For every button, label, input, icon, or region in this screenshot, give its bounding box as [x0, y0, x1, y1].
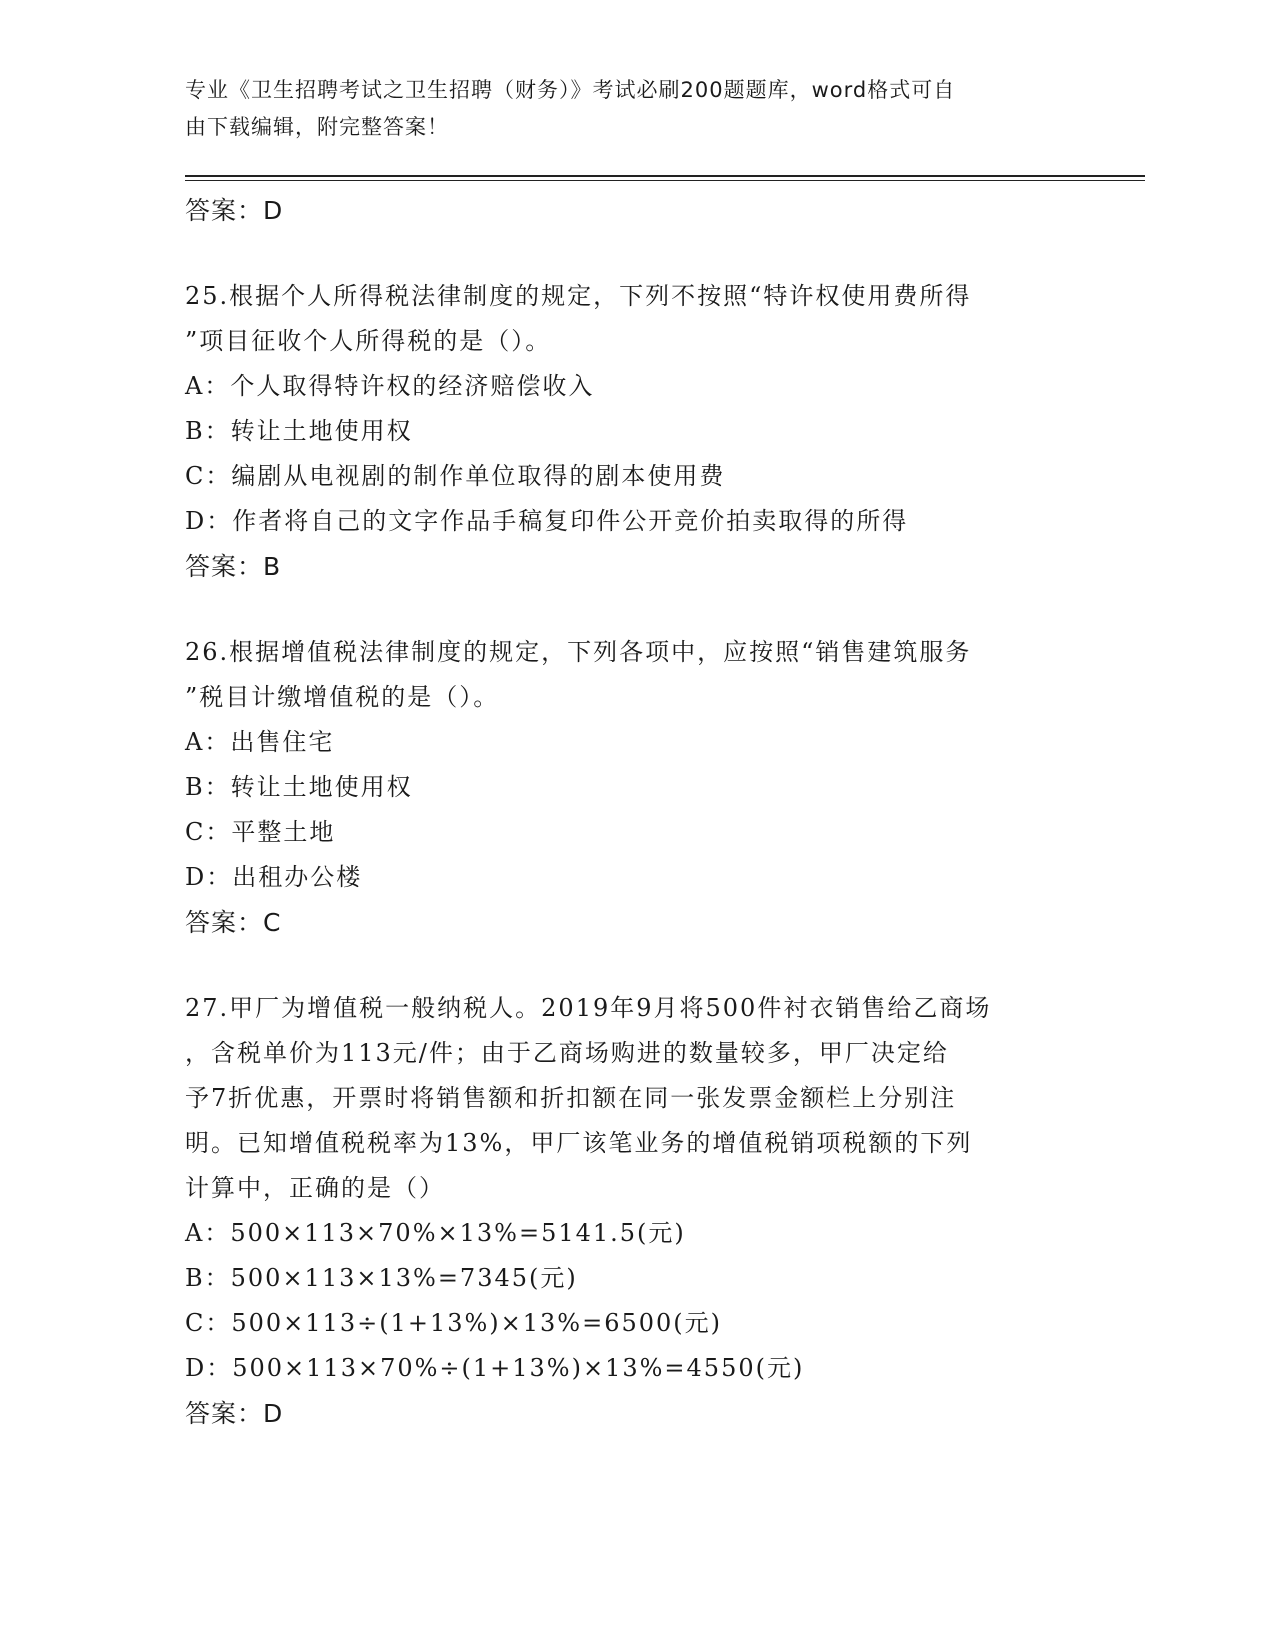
header-line-1: 专业《卫生招聘考试之卫生招聘（财务）》考试必刷200题题库，word格式可自 — [185, 78, 956, 102]
stem-line: ”项目征收个人所得税的是（）。 — [185, 327, 552, 355]
option-c: C：平整土地 — [185, 818, 336, 846]
question-27 — [185, 986, 1085, 1437]
previous-answer: 答案：D — [185, 196, 284, 225]
answer: 答案：D — [185, 1399, 284, 1428]
option-b: B：转让土地使用权 — [185, 417, 413, 445]
option-a: A：个人取得特许权的经济赔偿收入 — [185, 372, 595, 400]
stem-line: 明。已知增值税税率为13%，甲厂该笔业务的增值税销项税额的下列 — [185, 1129, 973, 1157]
document-header — [185, 72, 1085, 146]
question-stem — [185, 986, 1085, 1211]
question-stem — [185, 274, 1085, 364]
option-b: B：500×113×13%=7345(元) — [185, 1264, 578, 1292]
stem-line: 27.甲厂为增值税一般纳税人。2019年9月将500件衬衣销售给乙商场 — [185, 994, 992, 1022]
question-25 — [185, 274, 1085, 590]
stem-line: 25.根据个人所得税法律制度的规定，下列不按照“特许权使用费所得 — [185, 282, 972, 310]
header-divider-thick — [185, 175, 1145, 177]
question-26 — [185, 630, 1085, 946]
option-c: C：500×113÷(1+13%)×13%=6500(元) — [185, 1309, 723, 1337]
answer: 答案：B — [185, 552, 282, 581]
option-c: C：编剧从电视剧的制作单位取得的剧本使用费 — [185, 462, 726, 490]
question-content — [185, 188, 1085, 1437]
stem-line: 计算中，正确的是（） — [185, 1174, 445, 1202]
option-a: A：500×113×70%×13%=5141.5(元) — [185, 1219, 686, 1247]
option-b: B：转让土地使用权 — [185, 773, 413, 801]
header-divider-thin — [185, 180, 1145, 181]
stem-line: 予7折优惠，开票时将销售额和折扣额在同一张发票金额栏上分别注 — [185, 1084, 957, 1112]
answer: 答案：C — [185, 908, 282, 937]
stem-line: ”税目计缴增值税的是（）。 — [185, 683, 500, 711]
header-line-2: 由下载编辑，附完整答案！ — [185, 115, 449, 139]
stem-line: ，含税单价为113元/件；由于乙商场购进的数量较多，甲厂决定给 — [185, 1039, 949, 1067]
option-d: D：出租办公楼 — [185, 863, 363, 891]
question-stem — [185, 630, 1085, 720]
stem-line: 26.根据增值税法律制度的规定，下列各项中，应按照“销售建筑服务 — [185, 638, 972, 666]
option-d: D：作者将自己的文字作品手稿复印件公开竞价拍卖取得的所得 — [185, 507, 909, 535]
option-a: A：出售住宅 — [185, 728, 335, 756]
option-d: D：500×113×70%÷(1+13%)×13%=4550(元) — [185, 1354, 805, 1382]
